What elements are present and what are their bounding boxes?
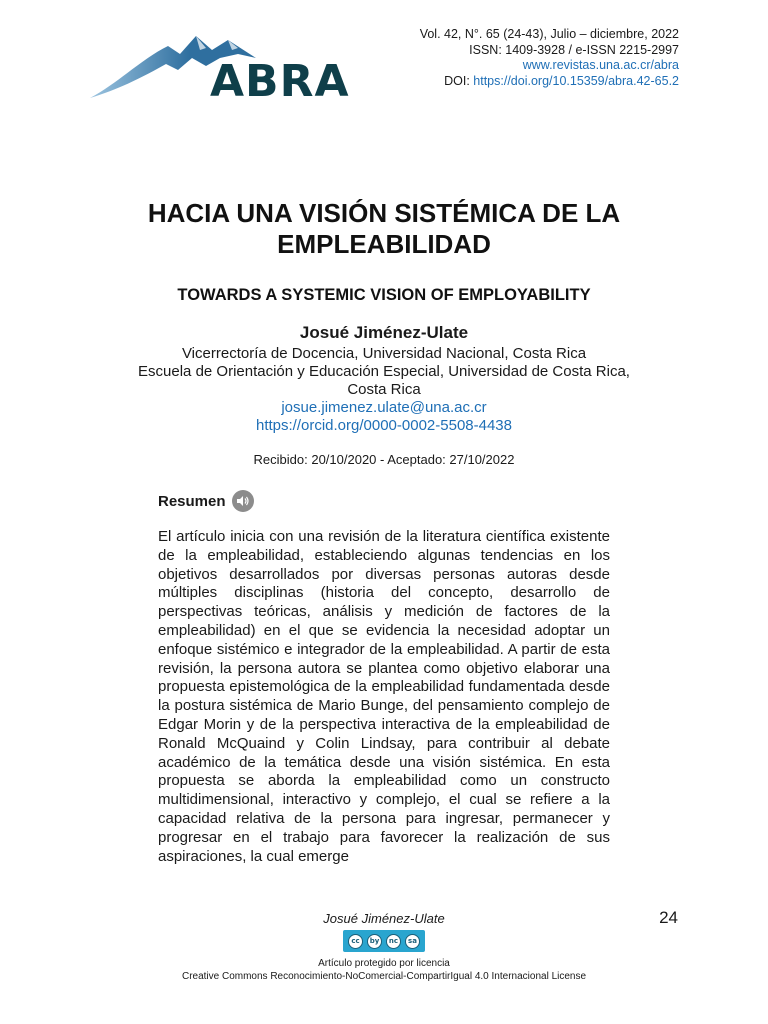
author-name: Josué Jiménez-Ulate xyxy=(299,323,469,342)
journal-metadata xyxy=(420,27,679,89)
author-orcid-link[interactable]: https://orcid.org/0000-0002-5508-4438 xyxy=(255,417,512,434)
author-email-link[interactable]: josue.jimenez.ulate@una.ac.cr xyxy=(281,399,487,416)
abstract-text: El artículo inicia con una revisión de la literatura científica existente de la empleabilidad, estableciendo algunas tendencias en los objetivos desarrollados por diversas personas autoras desde múltiples disciplinas (historia del concepto, desarrollo de perspectivas teóricas, análisis y medición de factores de la empleabilidad) en el que se evidencia la necesidad adoptar un enfoque sistémico e integrador de la empleabilidad. A partir de esta revisión, la persona autora se plantea como objetivo elaborar una propuesta epistemológica de la empleabilidad fundamentada desde la postura sistémica de Mario Bunge, del pensamiento complejo de Edgar Morin y de la perspectiva interactiva de la empleabilidad de Ronald McQuaind y Colin Lindsay, para contribuir al debate académico de la temática desde una visión sistémica. En esta propuesta se aborda la empleabilidad como un constructo multidimensional, interactivo y complejo, el cual se refiere a la capacidad relativa de la persona para ingresar, permanecer y progresar en el trabajo para favorecer la realización de sus aspiraciones, la cual emerge xyxy=(158,528,610,865)
issn-line: ISSN: 1409-3928 / e-ISSN 2215-2997 xyxy=(469,42,679,57)
cc-sa-icon: sa xyxy=(405,934,420,949)
cc-icon: cc xyxy=(348,934,363,949)
article-subtitle: TOWARDS A SYSTEMIC VISION OF EMPLOYABILITY xyxy=(177,286,591,304)
article-title-line1: HACIA UNA VISIÓN SISTÉMICA DE LA xyxy=(147,198,621,228)
affiliation-1: Vicerrectoría de Docencia, Universidad Nacional, Costa Rica xyxy=(181,345,587,362)
doi-line xyxy=(420,74,679,90)
article-title xyxy=(0,198,768,260)
license-line-2: Creative Commons Reconocimiento-NoComercial-CompartirIgual 4.0 Internacional License xyxy=(181,971,587,982)
doi-link[interactable]: https://doi.org/10.15359/abra.42-65.2 xyxy=(473,73,679,88)
author-block xyxy=(100,322,668,435)
abstract-heading-label: Resumen xyxy=(158,492,226,510)
volume-line: Vol. 42, N°. 65 (24-43), Julio – diciembre, 2022 xyxy=(419,27,679,41)
footer-author: Josué Jiménez-Ulate xyxy=(323,911,445,926)
license-notice xyxy=(0,957,768,983)
license-line-1: Artículo protegido por licencia xyxy=(318,958,450,969)
received-accepted-dates: Recibido: 20/10/2020 - Aceptado: 27/10/2022 xyxy=(253,452,515,467)
journal-logo xyxy=(88,28,350,108)
logo-wordmark: ABRA xyxy=(210,56,350,107)
website-link[interactable]: www.revistas.una.ac.cr/abra xyxy=(522,58,679,72)
page-number: 24 xyxy=(659,908,678,927)
speaker-glyph-icon xyxy=(236,495,250,507)
doi-label: DOI: xyxy=(444,73,474,88)
cc-nc-icon: nc xyxy=(386,934,401,949)
article-title-line2: EMPLEABILIDAD xyxy=(277,229,491,259)
abstract-heading xyxy=(158,490,254,512)
speaker-audio-icon[interactable] xyxy=(232,490,254,512)
creative-commons-badge[interactable] xyxy=(343,930,425,952)
affiliation-2b: Costa Rica xyxy=(347,381,421,398)
cc-by-icon: by xyxy=(367,934,382,949)
affiliation-2a: Escuela de Orientación y Educación Especial, Universidad de Costa Rica, xyxy=(138,363,630,380)
